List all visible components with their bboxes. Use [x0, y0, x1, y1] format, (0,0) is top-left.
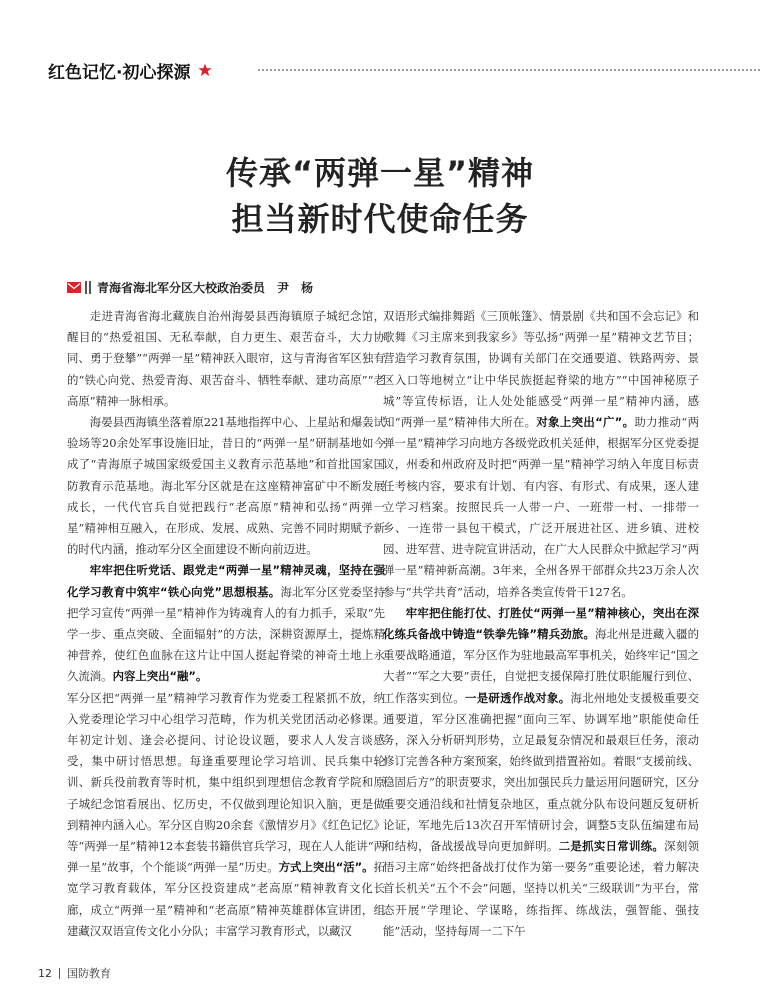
bold-heading: 方式上突出“活”。 — [278, 860, 374, 875]
bold-heading: 对象上突出“广”。 — [536, 415, 635, 430]
bold-heading: 牢牢把住能打仗、打胜仗“两弹一星”精神核心，突出在深化练兵备战中铸造“铁拳先锋”精兵劲旅。 — [383, 605, 699, 642]
section-title: 红色记忆·初心探源 — [48, 62, 191, 83]
article-title-line-1: 传承“两弹一星”精神 — [225, 154, 535, 192]
paragraph: 牢牢把住听党话、跟党走“两弹一星”精神灵魂，坚持在强化学习教育中筑牢“铁心向党”思想根基。海北军分区党委坚持把学习宣传“两弹一星”精神作为铸魂育人的有力抓手，采取“先学一步、重点突破、全面辐射”的方法，深耕资源厚土，提炼精神营养，使红色血脉在这片让中国人挺起脊梁的神奇土地上永久流淌。内容上突出“融”。 — [67, 563, 385, 684]
paragraph: 双语形式编排舞蹈《三顶帐篷》、情景剧《共和国不会忘记》和歌舞《习主席来到我家乡》等弘扬“两弹一星”精神文艺节目；营造学习教育氛围，协调有关部门在交通要道、铁路两旁、景区入口等地树立“让中华民族挺起脊梁的地方”“中国神秘原子城”等宣传标语，让人处处能感受“两弹一星”精神内涵，感知“两弹一星”精神伟大所在。对象上突出“广”。助力推动“两弹一星”精神学习向地方各级党政机关延伸，根据军分区党委提议，州委和州政府及时把“两弹一星”精神学习纳入年度目标责任考核内容，要求有计划、有内容、有形式、有成果，逐人建立学习档案。按照民兵一人带一户、一班带一村、一排带一乡、一连带一县包干模式，广泛开展进社区、进乡镇、进校园、进军营、进寺院宣讲活动，在广大人民群众中掀起学习“两弹一星”精神新高潮。3年来，全州各界干部群众共23万余人次参与“共学共育”活动，培养各类宣传骨干127名。 — [383, 309, 699, 599]
paragraph: 走进青海省海北藏族自治州海晏县西海镇原子城纪念馆，醒目的“热爱祖国、无私奉献，自力更生、艰苦奋斗，大力协同、勇于登攀”“两弹一星”精神跃入眼帘，这与青海省军区独有的“铁心向党、热爱青海、艰苦奋斗、牺牲奉献、建功高原”“老高原”精神一脉相承。 — [67, 309, 385, 408]
byline — [67, 278, 313, 296]
column-right — [383, 306, 699, 942]
divider-bar-icon — [85, 281, 87, 294]
paragraph: 牢牢把住能打仗、打胜仗“两弹一星”精神核心，突出在深化练兵备战中铸造“铁拳先锋”精兵劲旅。海北州是进藏入疆的重要战略通道，军分区作为驻地最高军事机关，始终牢记“国之大者”“军之大要”责任，自觉把支援保障打胜仗职能履行到位、工作落实到位。一是研透作战对象。海北州地处支援极重要交通要道，军分区准确把握“面向三军、协调军地”职能使命任务，深入分析研判形势，立足最复杂情况和最艰巨任务，滚动修订完善各种方案预案，始终做到措置裕如。着眼“支援前线、稳固后方”的职责要求，突出加强民兵力量运用问题研究，区分重要交通沿线和社情复杂地区，重点就分队布设问题反复研析论证，军地先后13次召开军情研讨会，调整5支队伍编建布局和结构，备战援战导向更加鲜明。二是抓实日常训练。深刻领悟习主席“始终把备战打仗作为第一要务”重要论述，着力解决首长机关“五个不会”问题，坚持以机关“三级联训”为平台，常态开展“学理论、学谋略，练指挥、练战法，强智能、强技能”活动，坚持每周一二下午 — [383, 605, 699, 938]
section-header — [48, 54, 760, 86]
article-title — [0, 150, 760, 242]
page-number: 12 — [38, 966, 52, 980]
divider-bar-icon — [89, 281, 91, 294]
column-left — [67, 306, 385, 942]
page-footer — [38, 965, 111, 981]
star-icon — [198, 63, 212, 77]
bold-heading: 内容上突出“融”。 — [112, 669, 208, 684]
bold-heading: 二是抓实日常训练。 — [558, 839, 665, 854]
author: 青海省海北军分区大校政治委员 尹 杨 — [97, 280, 314, 295]
magazine-name: 国防教育 — [67, 967, 111, 980]
bold-heading: 一是研透作战对象。 — [465, 690, 571, 705]
header-divider — [258, 69, 760, 71]
paragraph: 军分区把“两弹一星”精神学习教育作为党委工程紧抓不放，纳入党委理论学习中心组学习范畴，作为机关党团活动必修课。年初定计划、逢会必提问、讨论设议题，要求人人发言谈感受，集中研讨悟思想。每逢重要理论学习培训、民兵集中轮训、新兵役前教育等时机，集中组织到理想信念教育学院和原子城纪念馆看展出、忆历史，不仅做到理论知识入脑，更是做到精神内涵入心。军分区自购20余套《激情岁月》《红色记忆》等“两弹一星”精神12本套装书籍供官兵学习，现在人人能讲“两弹一星”故事，个个能谈“两弹一星”历史。方式上突出“活”。拓宽学习教育载体，军分区投资建成“老高原”精神教育文化长廊，成立“两弹一星”精神和“老高原”精神英雄群体宣讲团，组建藏汉双语宣传文化小分队；丰富学习教育形式，以藏汉 — [67, 690, 385, 938]
footer-divider — [59, 968, 60, 979]
bold-heading: 牢牢把住听党话、跟党走“两弹一星”精神灵魂，坚持在强化学习教育中筑牢“铁心向党”思想根基。 — [67, 563, 385, 599]
mail-icon — [67, 282, 81, 293]
paragraph: 海晏县西海镇坐落着原221基地指挥中心、上星站和爆轰试验场等20余处军事设施旧址，昔日的“两弹一星”研制基地如今成了“青海原子城国家级爱国主义教育示范基地”和首批国家国防教育示范基地。海北军分区就是在这座精神富矿中不断发展成长，一代代官兵自觉把践行“老高原”精神和弘扬“两弹一星”精神相互融入，在形成、发展、成熟、完善不同时期赋予新的时代内涵，推动军分区全面建设不断向前迈进。 — [67, 415, 385, 557]
article-title-line-2: 担当新时代使命任务 — [231, 200, 529, 238]
